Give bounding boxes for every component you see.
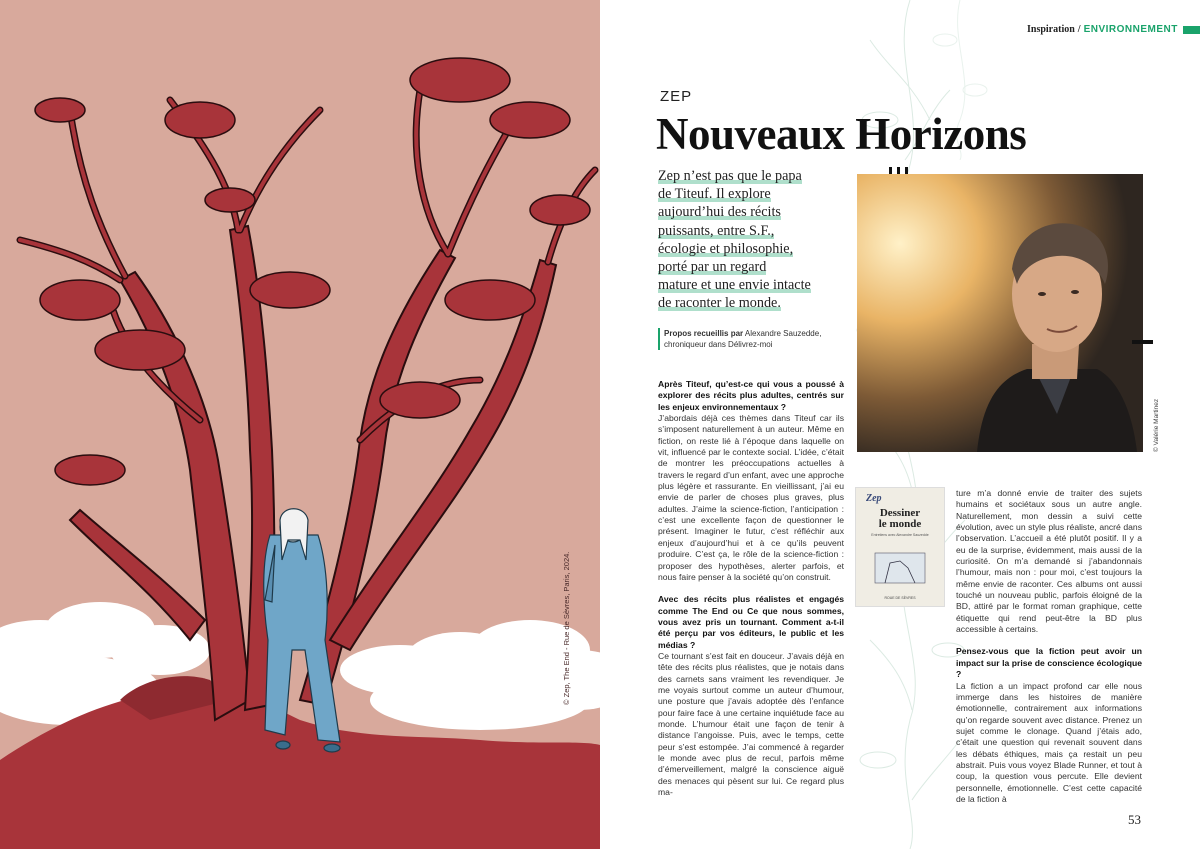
lede-line: mature et une envie intacte	[658, 277, 811, 294]
interview-question: Pensez-vous que la fiction peut avoir un impact sur la prise de conscience écologique ?	[956, 646, 1142, 680]
rubric-separator: /	[1077, 24, 1081, 35]
lede-line: aujourd’hui des récits	[658, 204, 781, 221]
article-lede	[658, 167, 858, 313]
illustration-credit: © Zep, The End - Rue de Sèvres, Paris, 2024.	[562, 551, 571, 705]
book-subtitle: Entretiens avec Alexandre Sauzedde	[871, 533, 929, 537]
interview-question: Avec des récits plus réalistes et engagés comme The End ou Ce que nous sommes, vous avez pris un tournant. Comment a-t-il été perçu par vos éditeurs, le public et les médias ?	[658, 594, 844, 650]
text-column-2	[956, 488, 1142, 805]
lede-line: porté par un regard	[658, 259, 767, 276]
lede-line: de Titeuf. Il explore	[658, 186, 771, 203]
section-rubric	[1027, 24, 1178, 35]
rubric-accent-bar	[1183, 26, 1200, 34]
rubric-label: Inspiration	[1027, 24, 1075, 35]
book-title: Dessiner le monde	[878, 507, 922, 530]
lede-line: écologie et philosophie,	[658, 240, 794, 257]
article-page	[600, 0, 1200, 849]
byline-role: chroniqueur dans Délivrez-moi	[664, 340, 773, 349]
text-column-1	[658, 379, 844, 798]
lede-line: de raconter le monde.	[658, 295, 781, 312]
rubric-category: ENVIRONNEMENT	[1083, 24, 1178, 35]
book-publisher: ROUE DE SÈVRES	[884, 596, 916, 600]
book-cover-image	[856, 488, 944, 606]
page-number: 53	[1128, 812, 1141, 827]
book-cover-drawing	[870, 543, 930, 588]
author-portrait-photo	[857, 174, 1143, 452]
lede-line: puissants, entre S.F.,	[658, 222, 775, 239]
interview-answer: ture m’a donné envie de traiter des sujets humains et sociétaux sous un autre angle. Naturellement, mon dessin a suivi cette évolution, avec un style plus réaliste, ancré dans l’observation. L’accueil a été plutôt positif. Il y a eu de la surprise, évidemment, mais aussi de la curiosité. On m’a demandé si j’abandonnais l’humour, mais non : pour moi, c’est toujours la même envie de raconter. Ces albums ont aussi touché un nouveau public, parfois éloigné de la BD, attiré par le format roman graphique, cette étiquette qui rend peut-être la BD plus accessible à certains.	[956, 488, 1142, 635]
decorative-dash	[1132, 340, 1153, 344]
byline-name: Alexandre Sauzedde,	[744, 329, 822, 338]
interview-question: Après Titeuf, qu’est-ce qui vous a poussé à explorer des récits plus adultes, centrés sur les enjeux environnementaux ?	[658, 379, 844, 412]
lede-line: Zep n’est pas que le papa	[658, 168, 802, 184]
book-logo: Zep	[866, 493, 882, 504]
interview-answer: Ce tournant s’est fait en douceur. J’avais déjà en tête des récits plus réalistes, que je notais dans des carnets sans vraiment les revendiquer. Je me voyais surtout comme un auteur d’humour, une posture que j’avais adoptée dès l’enfance pour faire face à une certaine inquiétude face au monde. L’humour était une façon de tenir à distance l’angoisse. Puis, avec le temps, cette peur s’est estompée. J’ai commencé à regarder le monde avec plus de recul, parfois même d’émerveillement, malgré la conscience aiguë des menaces qui pèsent sur lui. Ce regard plus ma-	[658, 650, 844, 798]
interview-answer: J’abordais déjà ces thèmes dans Titeuf car ils s’imposent naturellement à un auteur. Même en fiction, on reste lié à l’époque dans laquelle on vit, influencé par le contexte social. L’idée, c’était de montrer les préoccupations actuelles à travers le regard d’un enfant, avec une approche plus légère et rassurante. En vieillissant, j’ai eu envie de parler de choses plus graves, plus adultes. J’aime la science-fiction, l’anticipation : c’est une excellente façon de questionner le présent. Imaginer le futur, c’est réfléchir aux enjeux d’aujourd’hui et à ce qu’ils peuvent produire. C’est ça, le rôle de la science-fiction : proposer des hypothèses, alerter parfois, et nous faire penser à la société qu’on construit.	[658, 413, 844, 582]
photo-credit: © Valérie Martinez	[1153, 398, 1160, 452]
article-title: Nouveaux Horizons	[656, 109, 1027, 159]
byline-label: Propos recueillis par	[664, 329, 744, 338]
interview-answer: La fiction a un impact profond car elle nous immerge dans les histoires de manière émotionnelle, contrairement aux informations qu’on regarde souvent avec distance. Prenez un sujet comme le clonage. Quand j’étais ado, c’était une question qui revenait souvent dans les débats éthiques, mais ça restait un peu abstrait. Puis vous voyez Blade Runner, et tout à coup, la question vous percute. Elle devient personnelle, émotionnelle. C’est cette capacité de la fiction à	[956, 680, 1142, 804]
byline	[658, 328, 864, 350]
interviewee-name: ZEP	[660, 88, 693, 105]
